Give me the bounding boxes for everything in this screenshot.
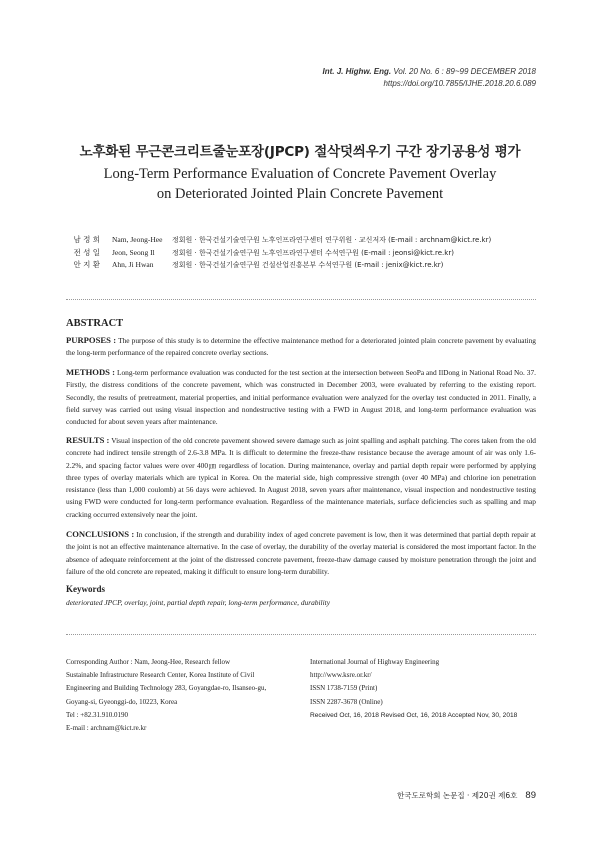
volume-issue: Vol. 20 No. 6 : 89~99 DECEMBER 2018 <box>393 67 536 76</box>
keywords-heading: Keywords <box>66 584 105 594</box>
author-english-name: Nam, Jeong-Hee <box>112 235 163 244</box>
purposes-paragraph <box>66 334 536 360</box>
purposes-text: The purpose of this study is to determine the effective maintenance method for a deteriorated jointed plain concrete pavement by evaluating the long-term performance of the repaired concrete overlay sections. <box>66 336 536 358</box>
received-dates: Received Oct, 16, 2018 Revised Oct, 16, 2018 Accepted Nov, 30, 2018 <box>310 711 518 719</box>
korean-title: 노후화된 무근콘크리트줄눈포장(JPCP) 절삭덧씌우기 구간 장기공용성 평가 <box>79 144 521 160</box>
corresponding-line: Goyang-si, Gyeonggi-do, 10223, Korea <box>66 697 178 706</box>
author-korean-name: 남 정 희 <box>73 235 100 244</box>
author-row <box>66 259 536 272</box>
conclusions-text: In conclusion, if the strength and durability index of aged concrete pavement is low, then it was determined that partial depth repair at the joint is not an effective maintenance alternative. In the case of overlay, the durability of the overlay material is considered the most important factor. In the absence of adequate reinforcement at the joint of the distressed concrete pavement, freeze-thaw damage caused by moisture penetration through the joint and failure of the old concrete are repeated, making it difficult to ensure long-term durability. <box>66 530 536 576</box>
doi-link[interactable]: https://doi.org/10.7855/IJHE.2018.20.6.089 <box>383 79 536 88</box>
issn-online: ISSN 2287-3678 (Online) <box>310 697 383 706</box>
author-affiliation: 정회원 · 한국건설기술연구원 노후인프라연구센터 연구위원 · 교신저자 (E-mail : archnam@kict.re.kr) <box>172 236 492 244</box>
author-affiliation: 정회원 · 한국건설기술연구원 건설산업진흥본부 수석연구원 (E-mail : jenix@kict.re.kr) <box>172 261 444 269</box>
author-english-name: Ahn, Ji Hwan <box>112 260 154 269</box>
english-title-line-2: on Deteriorated Jointed Plain Concrete Pavement <box>156 186 444 202</box>
conclusions-label: CONCLUSIONS : <box>66 529 135 539</box>
corresponding-line: Corresponding Author : Nam, Jeong-Hee, Research fellow <box>66 658 231 666</box>
author-english-name: Jeon, Seong Il <box>112 247 155 257</box>
journal-info-block <box>310 656 540 722</box>
author-row <box>66 234 536 247</box>
abstract-heading: ABSTRACT <box>66 318 124 329</box>
methods-text: Long-term performance evaluation was conducted for the test section at the intersection between SeoPa and IlDong in National Road No. 37. Firstly, the distress conditions of the concrete pavement, which was constructed in December 2003, were evaluated by referring to the existing report. Secondly, the results of pretreatment, material properties, and initial performance evaluation were analyzed for the overlay test conducted in 2011. Finally, a field survey was carried out using visual inspection and nondestructive testing with a FWD in August 2018, and long-term performance evaluation was conducted for about seven years after maintenance. <box>66 368 536 427</box>
corresponding-line: Tel : +82.31.910.0190 <box>66 710 128 719</box>
author-row <box>66 247 536 260</box>
journal-url[interactable]: http://www.ksre.or.kr/ <box>310 671 372 680</box>
corresponding-line: Sustainable Infrastructure Research Center, Korea Institute of Civil <box>66 671 255 680</box>
corresponding-line: Engineering and Building Technology 283, Goyangdae-ro, Ilsanseo-gu, <box>66 684 267 693</box>
corresponding-author-block <box>66 656 301 735</box>
author-list <box>66 234 536 272</box>
english-title <box>0 164 600 204</box>
page-number: 89 <box>525 790 536 801</box>
author-affiliation: 정회원 · 한국건설기술연구원 노후인프라연구센터 수석연구원 (E-mail : jeonsi@kict.re.kr) <box>172 248 454 257</box>
english-title-line-1: Long-Term Performance Evaluation of Concrete Pavement Overlay <box>103 166 497 182</box>
results-paragraph <box>66 434 536 521</box>
keywords-list: deteriorated JPCP, overlay, joint, partial depth repair, long-term performance, durability <box>66 598 330 607</box>
methods-label: METHODS : <box>66 367 116 377</box>
journal-name: International Journal of Highway Engineering <box>310 658 440 666</box>
journal-abbrev: Int. J. Highw. Eng. <box>322 67 392 76</box>
footer-journal: 한국도로학회 논문집 · 제20권 제6호 <box>397 791 518 800</box>
results-label: RESULTS : <box>66 435 110 445</box>
divider-bottom <box>66 634 536 635</box>
divider-top <box>66 299 536 300</box>
corresponding-email[interactable]: E-mail : archnam@kict.re.kr <box>66 724 147 733</box>
journal-citation <box>323 66 537 77</box>
purposes-label: PURPOSES : <box>66 335 117 345</box>
results-text: Visual inspection of the old concrete pavement showed severe damage such as joint spalling and asphalt patching. The cores taken from the old concrete had indirect tensile strength of 2.6-3.8 MPa. It is difficult to determine the freeze-thaw resistance because the average amount of air was only 1.6-2.2%, and spacing factor values were over 400㎛ regardless of location. During maintenance, overlay and partial depth repair were performed by applying three types of overlay materials which are typical in Korea. On the material side, high compressive strength (over 40 MPa) and chlorine ion penetration resistance (less than 1,000 coulomb) at 56 days were achieved. In August 2018, seven years after maintenance, visual inspection and nondestructive testing using FWD were conducted for long-term performance evaluation. Regardless of the maintenance materials, surface deficiencies such as spalling and map cracking occurred extensively near the joint. <box>66 436 536 519</box>
author-korean-name: 전 성 일 <box>73 247 100 257</box>
issn-print: ISSN 1738-7159 (Print) <box>310 684 378 693</box>
author-korean-name: 안 지 환 <box>73 260 100 269</box>
methods-paragraph <box>66 366 536 428</box>
conclusions-paragraph <box>66 528 536 578</box>
page-footer <box>397 790 536 801</box>
